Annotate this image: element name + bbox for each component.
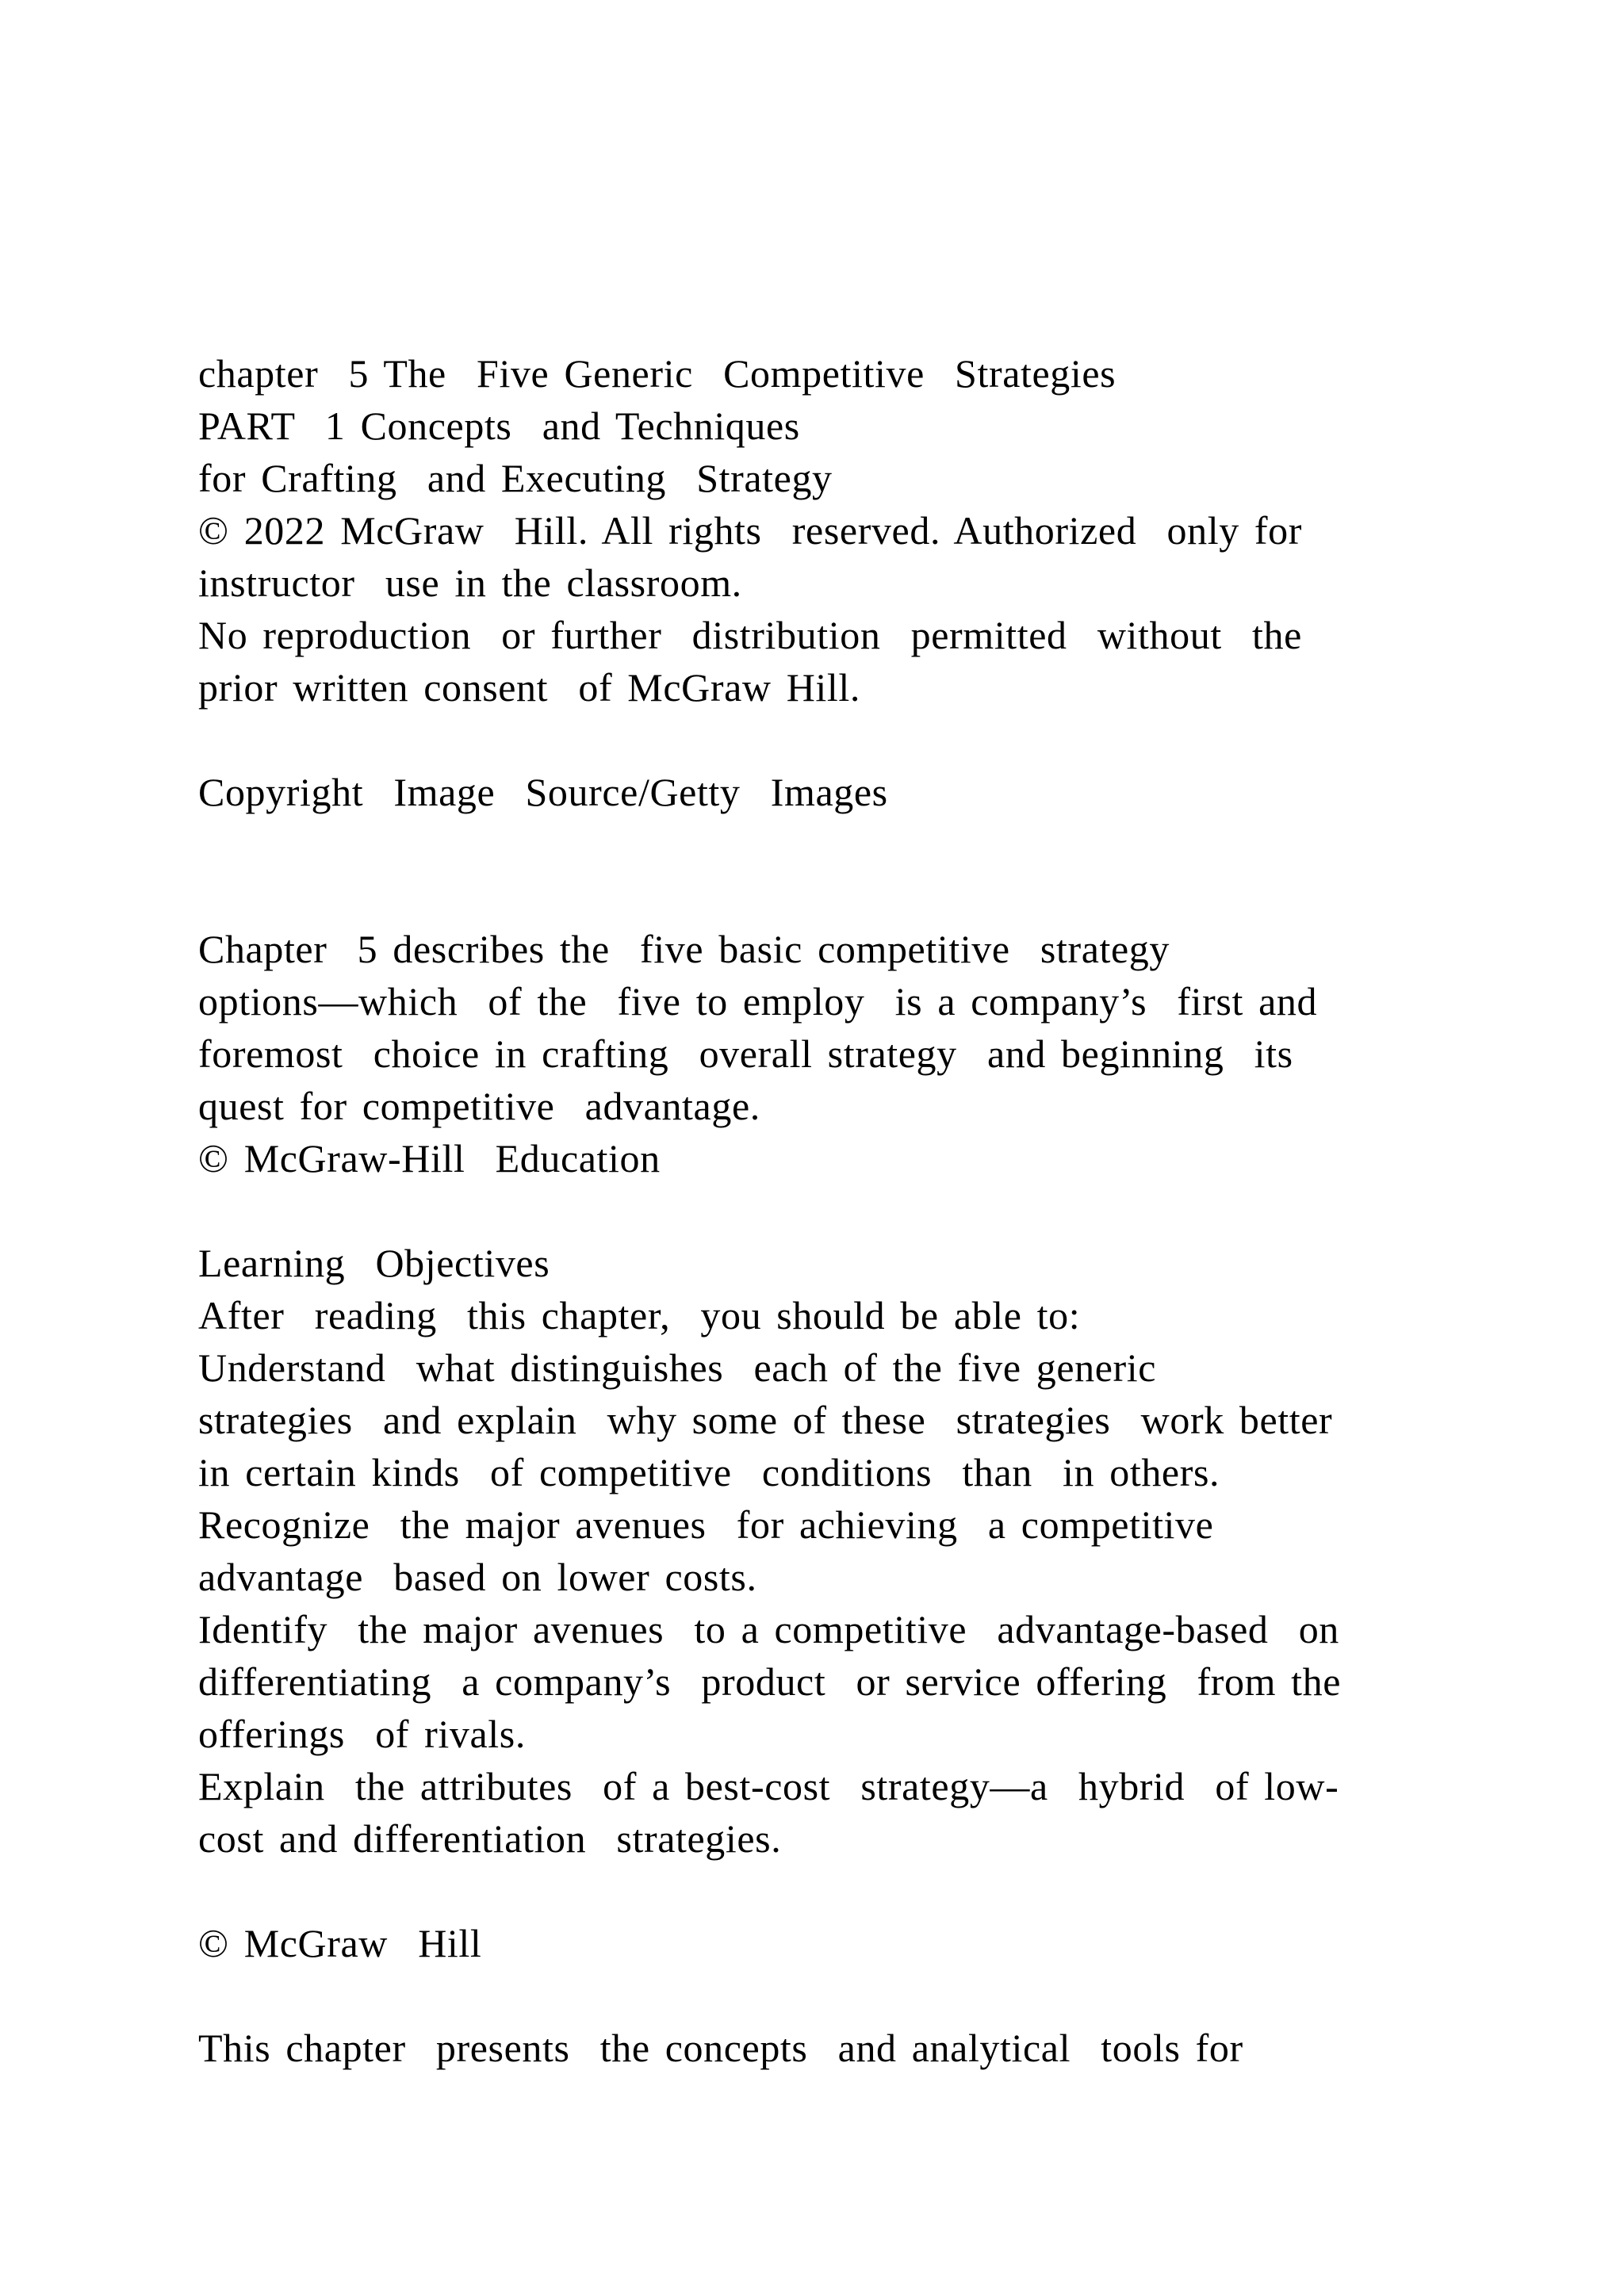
objective-line: in certain kinds of competitive conditions than in others. xyxy=(198,1450,1220,1494)
spacer xyxy=(198,1969,1507,2022)
copyright-line-4: prior written consent of McGraw Hill. xyxy=(198,665,860,710)
objective-line: strategies and explain why some of these strategies work better xyxy=(198,1398,1333,1442)
part-title: PART 1 Concepts and Techniques xyxy=(198,404,800,448)
objective-line: Identify the major avenues to a competitive advantage-based on xyxy=(198,1607,1339,1651)
document-page xyxy=(198,347,1507,2074)
spacer xyxy=(198,1865,1507,1917)
closing-line: This chapter presents the concepts and analytical tools for xyxy=(198,2026,1243,2070)
copyright-line-1: © 2022 McGraw Hill. All rights reserved. Authorized only for xyxy=(198,508,1303,553)
objective-line: differentiating a company’s product or service offering from the xyxy=(198,1659,1342,1704)
intro-line-4: quest for competitive advantage. xyxy=(198,1084,760,1128)
footer-credit: © McGraw Hill xyxy=(198,1921,482,1965)
objective-line: advantage based on lower costs. xyxy=(198,1555,757,1599)
objectives-heading: Learning Objectives xyxy=(198,1241,550,1285)
intro-credit: © McGraw-Hill Education xyxy=(198,1136,661,1181)
objective-line: Recognize the major avenues for achieving a competitive xyxy=(198,1502,1214,1547)
chapter-title: chapter 5 The Five Generic Competitive Strategies xyxy=(198,351,1116,396)
intro-line-3: foremost choice in crafting overall strategy and beginning its xyxy=(198,1031,1293,1076)
intro-line-2: options—which of the five to employ is a company’s first and xyxy=(198,979,1318,1024)
intro-line-1: Chapter 5 describes the five basic competitive strategy xyxy=(198,927,1170,971)
objective-line: cost and differentiation strategies. xyxy=(198,1816,782,1861)
objective-line: offerings of rivals. xyxy=(198,1712,526,1756)
spacer xyxy=(198,1184,1507,1237)
copyright-line-3: No reproduction or further distribution permitted without the xyxy=(198,613,1302,657)
objective-line: Explain the attributes of a best-cost strategy—a hybrid of low- xyxy=(198,1764,1339,1808)
spacer xyxy=(198,714,1507,766)
objective-line: Understand what distinguishes each of the five generic xyxy=(198,1345,1157,1390)
objectives-lead: After reading this chapter, you should be able to: xyxy=(198,1293,1081,1337)
spacer xyxy=(198,818,1507,923)
image-credit: Copyright Image Source/Getty Images xyxy=(198,770,888,814)
copyright-line-2: instructor use in the classroom. xyxy=(198,561,742,605)
part-subtitle: for Crafting and Executing Strategy xyxy=(198,456,833,500)
